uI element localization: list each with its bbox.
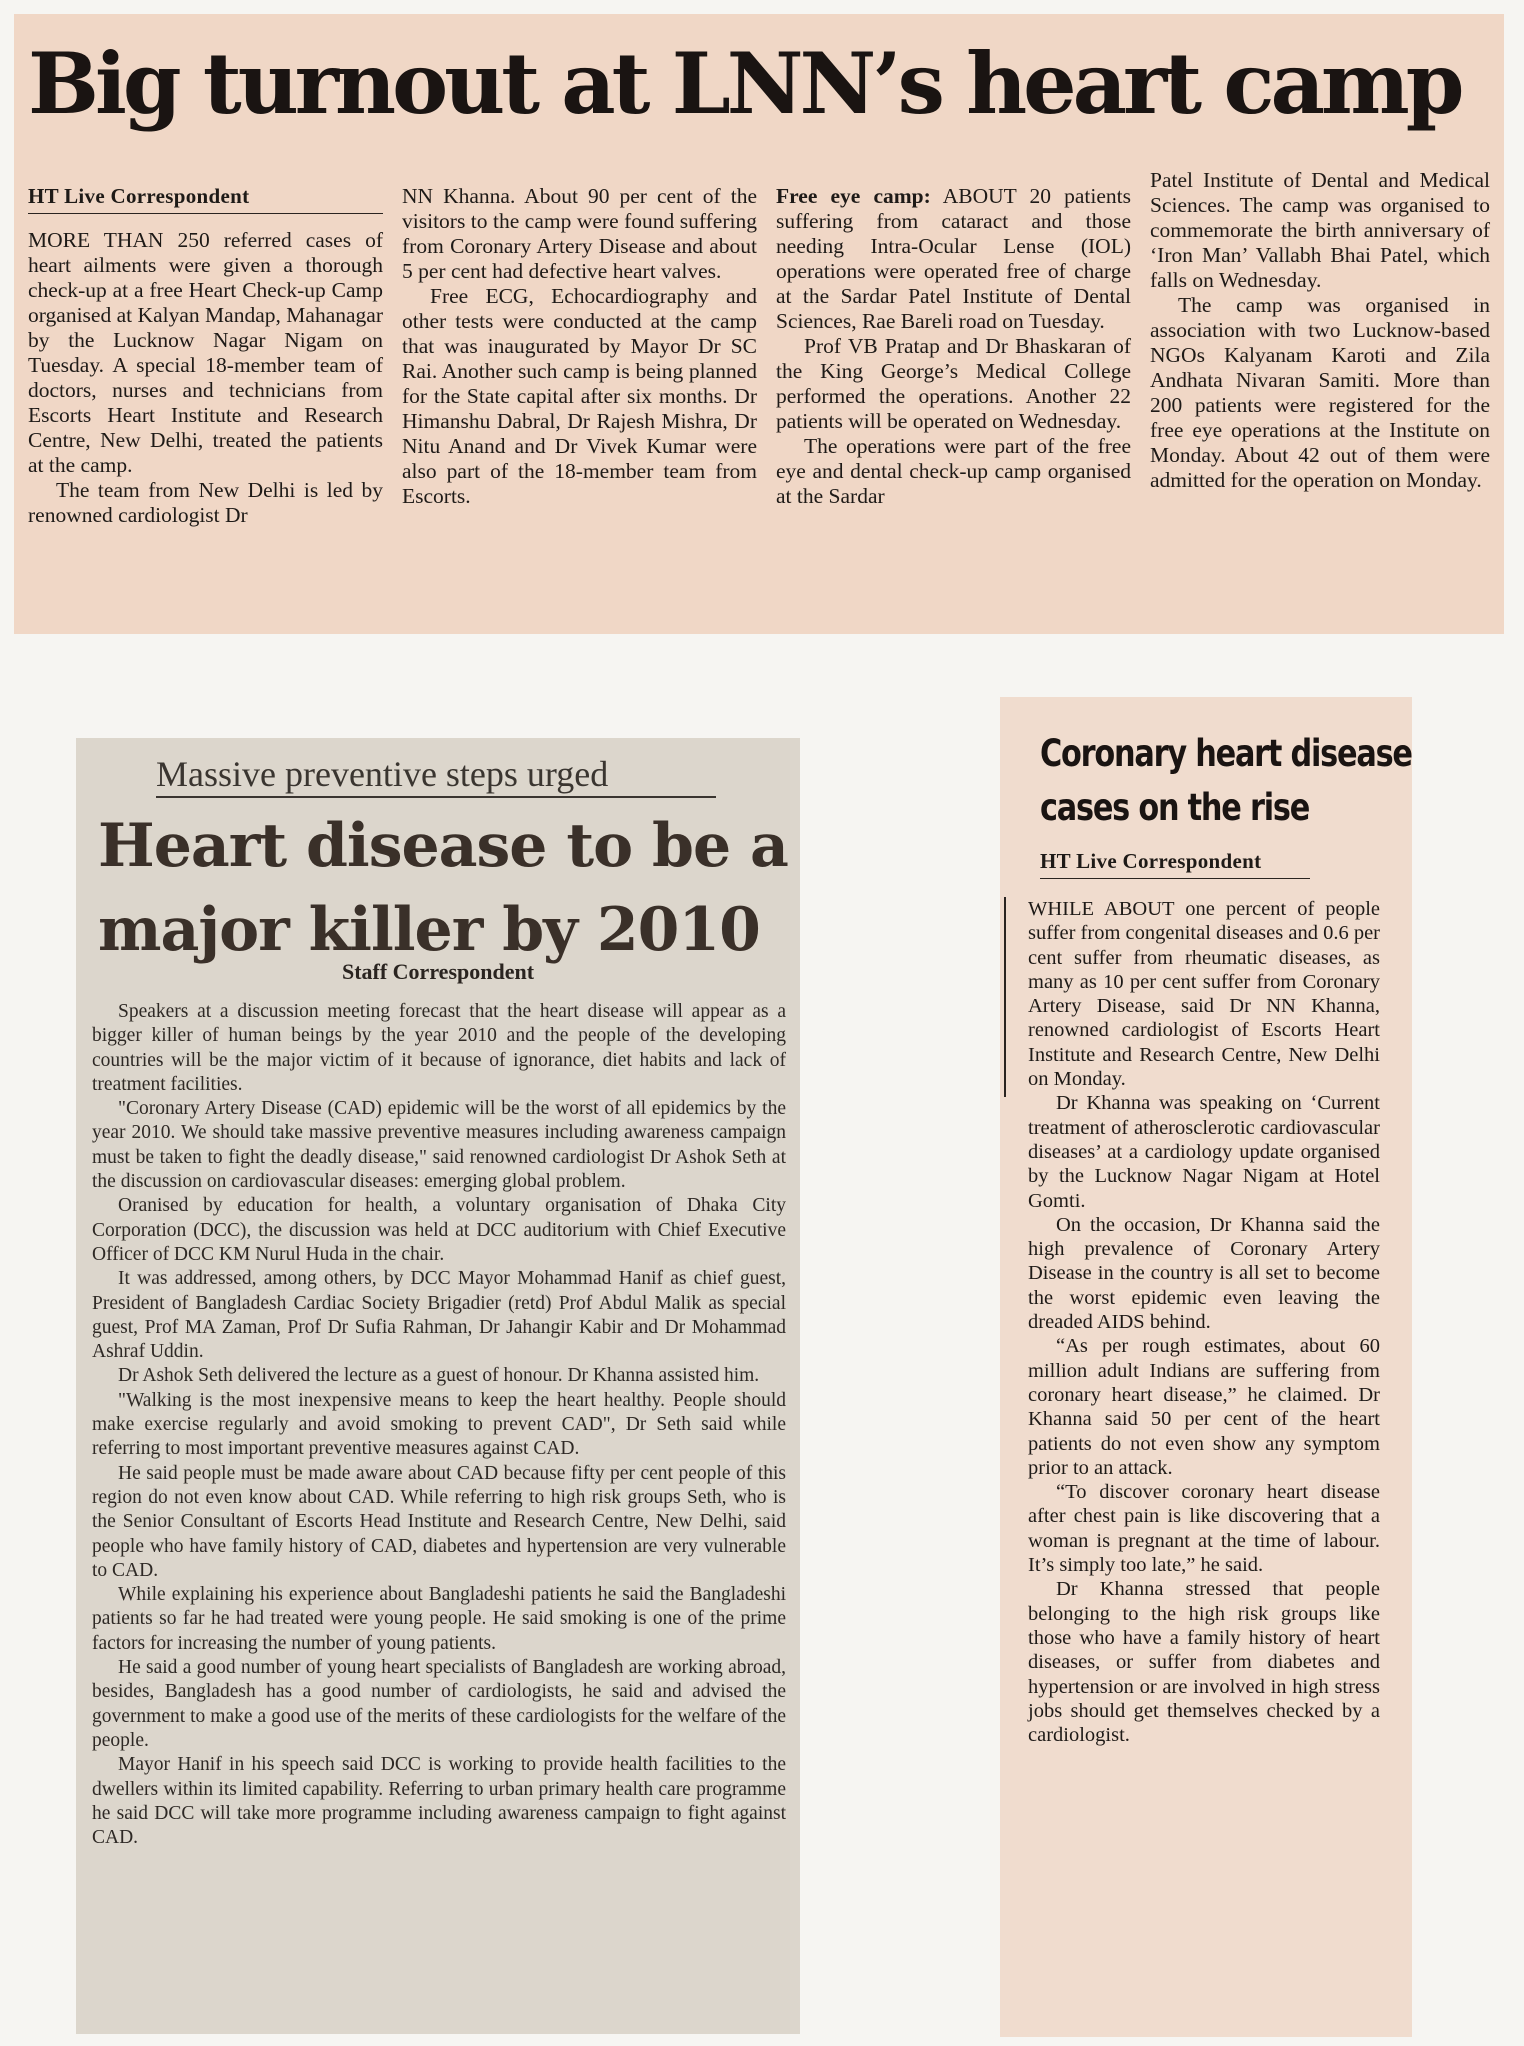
article-top-col1-paragraph: The team from New Delhi is led by renowned cardiologist Dr (28, 478, 383, 527)
article-top-column-3 (776, 184, 1131, 509)
article-right-body (1028, 897, 1380, 1747)
article-left-paragraph: He said people must be made aware about CAD because fifty per cent people of this region do not even know about CAD. While referring to high risk groups Seth, who is the Senior Consultant of Escorts Head Institute and Research Centre, New Delhi, said people who have family history of CAD, diabetes and hypertension are very vulnerable to CAD. (92, 1462, 786, 1581)
article-left-body (92, 1000, 786, 1850)
article-top-col1-paragraph: MORE THAN 250 referred cases of heart ailments were given a thorough check-up at a free Heart Check-up Camp organised at Kalyan Mandap, Mahanagar by the Lucknow Nagar Nigam on Tuesday. A special 18-member team of doctors, nurses and technicians from Escorts Heart Institute and Research Centre, New Delhi, treated the patients at the camp. (28, 228, 383, 477)
article-right-clipping (1000, 697, 1412, 2037)
article-left-paragraph: Dr Ashok Seth delivered the lecture as a guest of honour. Dr Khanna assisted him. (118, 1365, 760, 1387)
article-top-clipping (14, 14, 1504, 634)
article-top-col3-paragraph (776, 184, 1131, 334)
article-top-column-4 (1150, 168, 1490, 493)
article-left-headline-line-1: Heart disease to be a (98, 811, 788, 881)
article-right-paragraph: “To discover coronary heart disease after chest pain is like discovering that a woman is pregnant at the time of labour. It’s simply too late,” he said. (1028, 1481, 1380, 1577)
article-top-col2-paragraph: NN Khanna. About 90 per cent of the visitors to the camp were found suffering from Coronary Artery Disease and about 5 per cent had defective heart valves. (402, 184, 757, 283)
article-top-col4-paragraph: The camp was organised in association with two Lucknow-based NGOs Kalyanam Karoti and Zila Andhata Nivaran Samiti. More than 200 patients were registered for the free eye operations at the Institute on Monday. About 42 out of them were admitted for the operation on Monday. (1150, 293, 1490, 492)
article-left-paragraph: Oranised by education for health, a voluntary organisation of Dhaka City Corporation (DCC), the discussion was held at DCC auditorium with Chief Executive Officer of DCC KM Nurul Huda in the chair. (92, 1195, 786, 1265)
article-right-paragraph: On the occasion, Dr Khanna said the high prevalence of Coronary Artery Disease in the country is all set to become the worst epidemic even leaving the dreaded AIDS behind. (1028, 1213, 1380, 1334)
article-top-column-1 (28, 184, 383, 528)
article-left-paragraph: Speakers at a discussion meeting forecast that the heart disease will appear as a bigger killer of human beings by the year 2010 and the people of the developing countries will be the major victim of it because of ignorance, diet habits and lack of treatment facilities. (92, 1001, 786, 1095)
article-top-subhead: Free eye camp: (776, 184, 931, 208)
article-left-kicker: Massive preventive steps urged (156, 752, 716, 798)
article-top-headline: Big turnout at LNN’s heart camp (28, 34, 1461, 133)
article-right-headline-line-2: cases on the rise (1040, 786, 1310, 829)
column-rule (1004, 897, 1006, 1097)
article-top-col2-paragraph: Free ECG, Echocardiography and other tests were conducted at the camp that was inaugurated by Mayor Dr SC Rai. Another such camp is being planned for the State capital after six months. Dr Himanshu Dabral, Dr Rajesh Mishra, Dr Nitu Anand and Dr Vivek Kumar were also part of the 18-member team from Escorts. (402, 284, 757, 508)
article-top-col3-paragraph: The operations were part of the free eye and dental check-up camp organised at the Sardar (776, 434, 1131, 508)
article-left-headline (98, 804, 798, 972)
article-left-paragraph: While explaining his experience about Bangladeshi patients he said the Bangladeshi patients so far he had treated were young people. He said smoking is one of the prime factors for increasing the number of young patients. (92, 1584, 786, 1654)
article-top-byline: HT Live Correspondent (28, 184, 383, 214)
article-top-col3-paragraph: Prof VB Pratap and Dr Bhaskaran of the King George’s Medical College performed the operations. Another 22 patients will be operated on Wednesday. (776, 334, 1131, 433)
article-left-byline: Staff Correspondent (341, 959, 535, 984)
article-top-col4-paragraph: Patel Institute of Dental and Medical Sciences. The camp was organised to commemorate the birth anniversary of ‘Iron Man’ Vallabh Bhai Patel, which falls on Wednesday. (1150, 168, 1490, 292)
article-top-column-2 (402, 184, 757, 509)
article-right-paragraph: WHILE ABOUT one percent of people suffer from congenital diseases and 0.6 per cent suffer from rheumatic diseases, as many as 10 per cent suffer from Coronary Artery Disease, said Dr NN Khanna, renowned cardiologist of Escorts Heart Institute and Research Centre, New Delhi on Monday. (1028, 898, 1380, 1091)
article-left-paragraph: It was addressed, among others, by DCC Mayor Mohammad Hanif as chief guest, President of Bangladesh Cardiac Society Brigadier (retd) Prof Abdul Malik as special guest, Prof MA Zaman, Prof Dr Sufia Rahman, Dr Jahangir Kabir and Dr Mohammad Ashraf Uddin. (92, 1268, 786, 1363)
article-left-paragraph: "Walking is the most inexpensive means to keep the heart healthy. People should make exercise regularly and avoid smoking to prevent CAD", Dr Seth said while referring to most important preventive measures against CAD. (92, 1389, 786, 1460)
article-left-paragraph: Mayor Hanif in his speech said DCC is working to provide health facilities to the dwellers within its limited capability. Referring to urban primary health care programme he said DCC will take more programme including awareness campaign to fight against CAD. (92, 1754, 786, 1849)
article-right-byline: HT Live Correspondent (1040, 849, 1310, 879)
article-left-headline-line-2: major killer by 2010 (98, 895, 760, 965)
article-right-paragraph: Dr Khanna stressed that people belonging to the high risk groups like those who have a family history of heart diseases, or suffer from diabetes and hypertension or are involved in high stress jobs should get themselves checked by a cardiologist. (1028, 1578, 1380, 1747)
article-right-paragraph: Dr Khanna was speaking on ‘Current treatment of atherosclerotic cardiovascular diseases’ at a cardiology update organised by the Lucknow Nagar Nigam at Hotel Gomti. (1028, 1092, 1380, 1212)
article-right-headline-line-1: Coronary heart disease (1040, 732, 1412, 775)
article-right-headline (1040, 727, 1412, 835)
article-left-paragraph: "Coronary Artery Disease (CAD) epidemic will be the worst of all epidemics by the year 2010. We should take massive preventive measures including awareness campaign must be taken to fight the deadly disease," said renowned cardiologist Dr Ashok Seth at the discussion on cardiovascular diseases: emerging global problem. (92, 1098, 786, 1193)
article-top-col3-lead: ABOUT 20 patients suffering from cataract and those needing Intra-Ocular Lense (IOL) operations were operated free of charge at the Sardar Patel Institute of Dental Sciences, Rae Bareli road on Tuesday. (776, 184, 1131, 333)
article-left-paragraph: He said a good number of young heart specialists of Bangladesh are working abroad, besides, Bangladesh has a good number of cardiologists, he said and advised the government to make a good use of the merits of these cardiologists for the welfare of the people. (92, 1657, 786, 1751)
article-right-paragraph: “As per rough estimates, about 60 million adult Indians are suffering from coronary heart disease,” he claimed. Dr Khanna said 50 per cent of the heart patients do not even show any symptom prior to an attack. (1028, 1335, 1380, 1479)
article-left-clipping (76, 738, 800, 2034)
